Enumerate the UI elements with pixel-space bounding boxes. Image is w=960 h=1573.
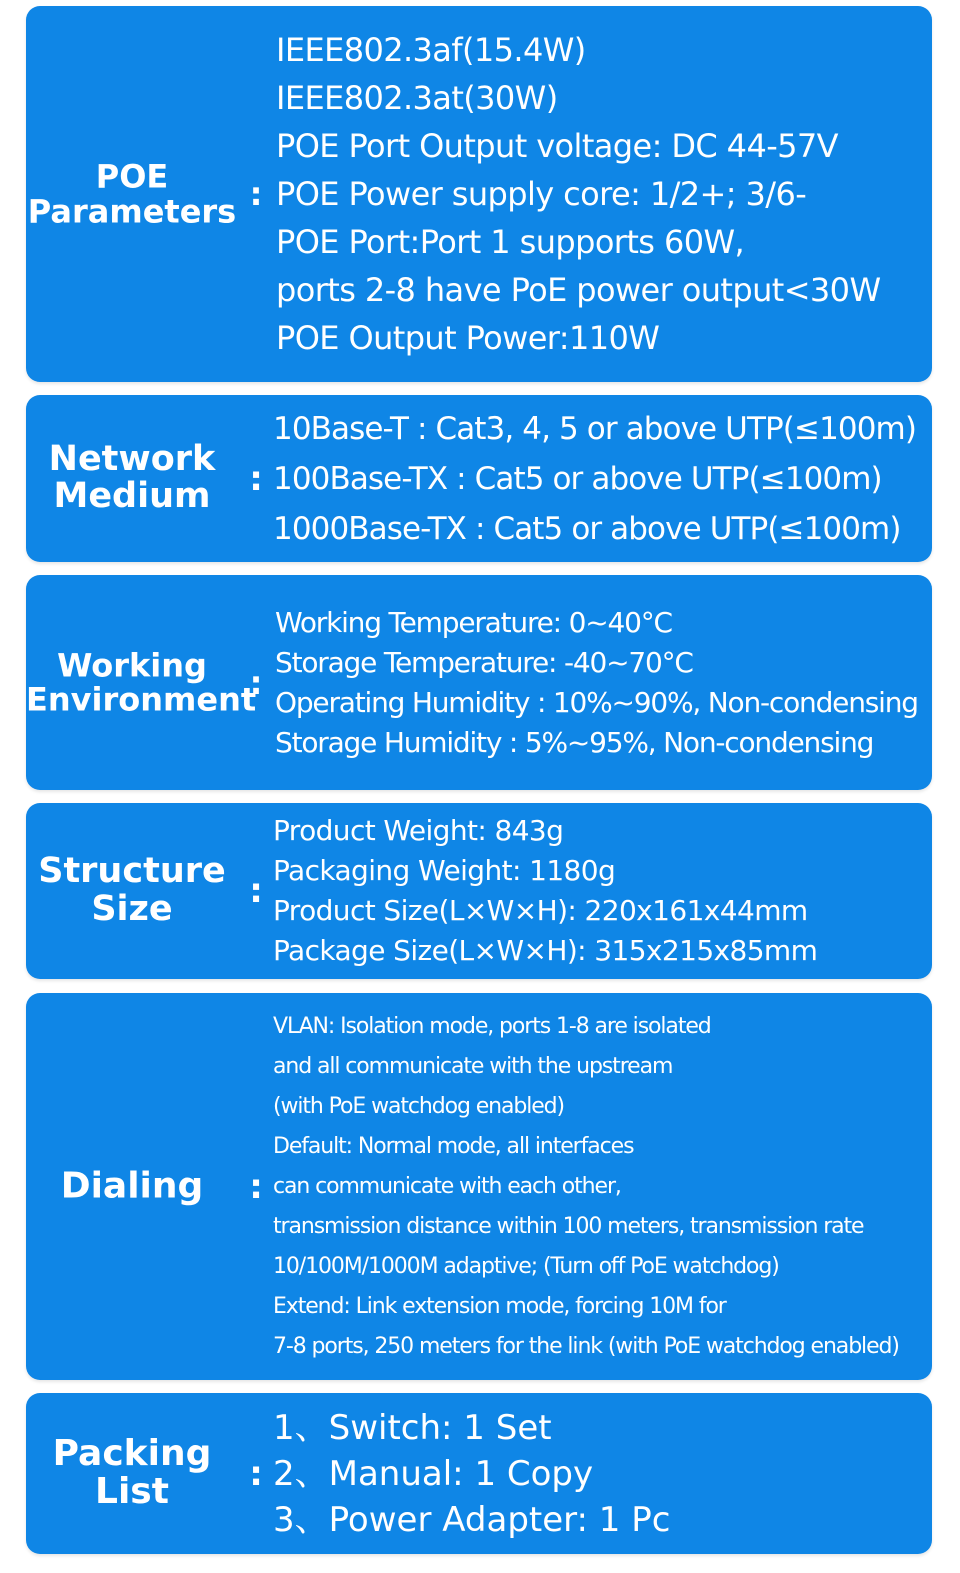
spec-line: POE Port Output voltage: DC 44-57V bbox=[276, 127, 838, 165]
section-working-environment bbox=[26, 575, 932, 790]
section-content bbox=[273, 1007, 928, 1367]
section-colon: : bbox=[249, 458, 263, 499]
section-label-line: List bbox=[95, 1471, 169, 1513]
section-colon: : bbox=[249, 1166, 263, 1207]
spec-line: 3、Power Adapter: 1 Pc bbox=[273, 1499, 671, 1540]
section-packing-list bbox=[26, 1393, 932, 1554]
section-label-line: Size bbox=[91, 889, 173, 929]
section-colon: : bbox=[249, 663, 263, 702]
section-content bbox=[273, 404, 928, 554]
section-colon: : bbox=[249, 871, 263, 911]
spec-line: Product Weight: 843g bbox=[273, 814, 564, 847]
section-content bbox=[275, 603, 928, 763]
section-label-line: Network bbox=[48, 438, 216, 479]
section-structure-size bbox=[26, 803, 932, 979]
section-colon: : bbox=[249, 1453, 263, 1494]
spec-line: 2、Manual: 1 Copy bbox=[273, 1453, 594, 1494]
spec-line: Extend: Link extension mode, forcing 10M for bbox=[273, 1293, 726, 1319]
section-label bbox=[26, 1432, 238, 1513]
spec-line: 7-8 ports, 250 meters for the link (with PoE watchdog enabled) bbox=[273, 1333, 899, 1359]
spec-line: ports 2-8 have PoE power output<30W bbox=[276, 271, 881, 309]
section-label bbox=[26, 1167, 238, 1206]
spec-line: Operating Humidity : 10%~90%, Non-condensing bbox=[275, 685, 918, 719]
spec-line: (with PoE watchdog enabled) bbox=[273, 1093, 565, 1119]
section-label-line: Environment bbox=[26, 680, 257, 719]
section-label bbox=[26, 159, 238, 228]
section-label-line: POE bbox=[95, 157, 169, 196]
spec-line: VLAN: Isolation mode, ports 1-8 are isolated bbox=[273, 1013, 711, 1039]
section-content bbox=[276, 26, 928, 362]
spec-line: Working Temperature: 0~40°C bbox=[275, 605, 672, 639]
section-label bbox=[26, 438, 238, 517]
spec-line: 100Base-TX : Cat5 or above UTP(≤100m) bbox=[273, 460, 882, 497]
section-dialing bbox=[26, 993, 932, 1380]
spec-line: Packaging Weight: 1180g bbox=[273, 854, 616, 887]
section-label-line: Working bbox=[57, 645, 207, 684]
spec-line: Product Size(L×W×H): 220x161x44mm bbox=[273, 894, 808, 927]
section-label-line: Structure bbox=[38, 851, 226, 892]
section-label-line: Medium bbox=[53, 476, 211, 517]
spec-line: transmission distance within 100 meters, transmission rate bbox=[273, 1213, 864, 1239]
spec-line: POE Output Power:110W bbox=[276, 319, 660, 357]
section-label bbox=[26, 853, 238, 929]
spec-line: Package Size(L×W×H): 315x215x85mm bbox=[273, 934, 818, 967]
section-network-medium bbox=[26, 395, 932, 562]
spec-line: Storage Temperature: -40~70°C bbox=[275, 645, 693, 679]
section-content bbox=[273, 1405, 928, 1543]
section-label-line: Parameters bbox=[27, 192, 237, 230]
spec-line: 1、Switch: 1 Set bbox=[273, 1407, 552, 1448]
spec-line: can communicate with each other, bbox=[273, 1173, 621, 1199]
section-content bbox=[273, 811, 928, 971]
spec-line: IEEE802.3at(30W) bbox=[276, 79, 558, 117]
section-label-line: Packing bbox=[52, 1432, 212, 1474]
spec-line: 10/100M/1000M adaptive; (Turn off PoE watchdog) bbox=[273, 1253, 779, 1279]
spec-line: 10Base-T : Cat3, 4, 5 or above UTP(≤100m) bbox=[273, 410, 917, 447]
spec-line: Storage Humidity : 5%~95%, Non-condensing bbox=[275, 725, 874, 759]
spec-line: POE Power supply core: 1/2+; 3/6- bbox=[276, 175, 807, 213]
spec-line: and all communicate with the upstream bbox=[273, 1053, 673, 1079]
section-colon: : bbox=[249, 175, 263, 213]
spec-line: POE Port:Port 1 supports 60W, bbox=[276, 223, 745, 261]
section-label-line: Dialing bbox=[60, 1165, 204, 1207]
section-poe-parameters bbox=[26, 6, 932, 382]
spec-line: Default: Normal mode, all interfaces bbox=[273, 1133, 634, 1159]
spec-line: IEEE802.3af(15.4W) bbox=[276, 31, 586, 69]
section-label bbox=[26, 645, 257, 719]
spec-line: 1000Base-TX : Cat5 or above UTP(≤100m) bbox=[273, 510, 901, 547]
